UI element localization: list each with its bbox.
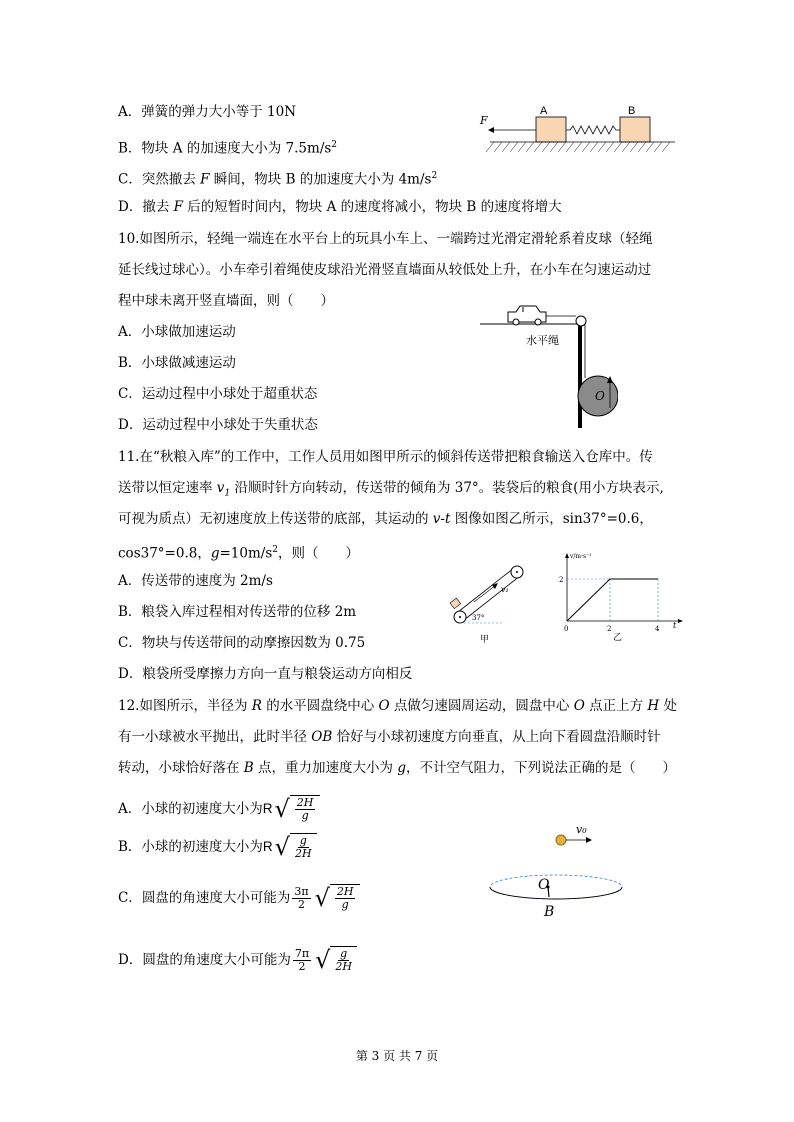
numerator: g [299,834,307,847]
numerator: g [340,947,348,960]
text: 沿顺时针方向转动，传送带的倾角为 37°。装袋后的粮食(用小方块表示, [230,480,664,496]
q11-option-c [118,634,365,652]
sqrt-expression: √ $\frac{g}{2H}$ [315,946,357,974]
q9-option-a-text: A．弹簧的弹力大小等于 10N [118,104,297,120]
tick-t-4: 4 [655,625,660,633]
car-icon [508,306,546,325]
symbol-h: H [647,698,660,714]
sqrt-expression: √ $\frac{2H}{g}$ [275,795,321,823]
text: C．运动过程中小球处于超重状态 [118,386,318,402]
tick-v-2: 2 [559,576,564,584]
q9-option-c [118,167,437,189]
q11-option-a [118,572,273,590]
sqrt-expression: √ $\frac{2H}{g}$ [315,884,361,912]
text: B．小球做减速运动 [118,355,236,371]
pulley [576,316,586,326]
text: 有一小球被水平抛出，此时半径 [118,729,312,745]
point-b-label: B [544,904,555,920]
text: 11.在“秋粮入库”的工作中，工作人员用如图甲所示的倾斜传送带把粮食输送入仓库中。传 [118,449,653,465]
q12-option-c [118,880,360,916]
vt-line [567,579,658,621]
arrow-head [586,837,592,843]
q10-option-a [118,323,236,341]
page-footer [0,1047,794,1064]
center-o-label: O [538,877,550,893]
text: D．圆盘的角速度大小可能为 [118,952,291,968]
text: 点，重力加速度大小为 [253,760,398,776]
symbol-v: v [216,480,225,496]
q12-stem-line-1 [118,697,677,715]
tick-t-2: 2 [607,625,612,633]
text: D．撤去 [118,199,174,215]
numerator: 7π [294,946,310,960]
text: 恰好与小球初速度方向垂直，从上向下看圆盘沿顺时针 [332,729,661,745]
v0-label: v₀ [576,823,587,836]
text: 程中球未离开竖直墙面，则（ ） [118,293,334,309]
q12-stem-line-3 [118,759,676,777]
text: B．小球的初速度大小为 [118,839,263,855]
text: 延长线过球心）。小车牵引着绳使皮球沿光滑竖直墙面从较低处上升，在小车在匀速运动过 [118,262,652,278]
text: 送带以恒定速率 [118,480,217,496]
text: C．圆盘的角速度大小可能为 [118,890,291,906]
grain-bag [450,598,461,608]
symbol-f: F [173,199,183,215]
text: C．突然撤去 [118,171,201,188]
text: 可视为质点）无初速度放上传送带的底部，其运动的 [118,511,433,527]
denominator: g [341,898,349,911]
text: 10.如图所示，轻绳一端连在水平台上的玩具小车上、一端跨过光滑定滑轮系着皮球（轻绳 [118,231,653,247]
q11-stem-line-3 [118,510,653,528]
tick-t-0: 0 [564,625,569,633]
fraction [292,886,310,911]
symbol-o: O [573,698,585,714]
symbol-g: g [397,760,406,776]
q12-option-d [118,942,357,978]
q9-option-d [118,198,562,216]
text: A．传送带的速度为 2m/s [118,573,273,589]
denominator: 2H [335,960,352,973]
t-axis-label: t [673,621,677,630]
arrow-head [488,127,494,133]
block-a-label: A [540,105,548,117]
text: 点正上方 [584,698,648,714]
text: =10m/s [219,545,273,562]
superscript: 2 [272,545,278,555]
superscript: 2 [331,140,338,150]
q10-stem-line-2 [118,261,651,279]
spring [566,126,620,134]
text: 瞬间，物块 B 的加速度大小为 4m/s [209,171,432,188]
q9-option-b [118,136,337,158]
text: C．物块与传送带间的动摩擦因数为 0.75 [118,635,366,651]
wall [578,324,582,428]
text: 图像如图乙所示，sin37°=0.6， [450,511,653,527]
superscript: 2 [431,171,438,181]
denominator: 2 [297,897,305,911]
q11-option-d [118,665,412,683]
sqrt-expression: √ $\frac{g}{2H}$ [275,833,317,861]
block-b-label: B [628,105,636,117]
subscript: 1 [224,488,231,499]
arrow-head [492,583,498,589]
q9-figure [470,100,680,158]
symbol-r: R [262,801,273,816]
q10-option-d [118,416,318,434]
text: B．粮袋入库过程相对传送带的位移 2m [118,604,357,620]
q10-option-c [118,385,317,403]
q10-option-b [118,354,236,372]
q12-option-b [118,830,317,864]
velocity-arrow [474,585,496,602]
q10-figure [478,298,618,428]
q12-figure [488,815,628,920]
v-axis-label: v/m·s⁻¹ [570,553,592,560]
center-label: O [595,389,605,403]
q11-stem-line-2 [118,479,664,503]
disk-front-edge [490,887,622,899]
q11-option-b [118,603,356,621]
text: ，则（ ） [278,545,359,562]
v1-label: v₁ [501,585,509,594]
text: 后的短暂时间内，物块 A 的速度将减小，物块 B 的速度将增大 [183,199,562,215]
q10-stem-line-3 [118,292,334,310]
q9-option-b-text: B．物块 A 的加速度大小为 7.5m/s [118,140,332,157]
q12-option-a [118,792,320,826]
symbol-b: B [243,760,254,776]
text: 点做匀速圆周运动，圆盘中心 [389,698,574,714]
text: 转动，小球恰好落在 [118,760,244,776]
text: 的水平圆盘绕中心 [261,698,379,714]
symbol-ob: OB [311,729,333,745]
ball [556,835,566,845]
denominator: 2H [294,847,312,860]
figure-label-yi: 乙 [613,633,623,643]
text: A．小球的初速度大小为 [118,801,263,817]
text: D．粮袋所受摩擦力方向一直与粮袋运动方向相反 [118,666,413,682]
symbol-vt: v-t [432,511,451,527]
page-number: 第 3 页 共 7 页 [355,1049,439,1063]
fraction [293,948,311,973]
figure-label-jia: 甲 [480,635,490,645]
q11-figure-jia [444,558,534,648]
ground-hatch [486,142,670,152]
rope-label: 水平绳 [526,334,559,347]
force-label: F [480,114,488,127]
q11-stem-line-4 [118,541,359,563]
q11-stem-line-1 [118,448,653,466]
block-b [620,117,650,142]
denominator: g [301,809,309,822]
q12-stem-line-2 [118,728,661,746]
text: A．小球做加速运动 [118,324,236,340]
q11-figure-yi-graph [555,548,685,648]
q10-stem-line-1 [118,230,652,248]
numerator: 2H [336,885,354,898]
symbol-r: R [251,698,262,714]
numerator: 3π [294,884,309,898]
block-a [536,117,566,142]
symbol-f: F [200,171,210,188]
text: ，不计空气阻力，下列说法正确的是（ ） [405,760,676,776]
symbol-r: R [262,839,273,854]
symbol-g: g [210,545,220,562]
symbol-o: O [378,698,390,714]
text: 12.如图所示，半径为 [118,698,252,714]
numerator: 2H [296,796,314,809]
text: cos37°=0.8， [118,545,211,562]
q9-option-a [118,103,296,121]
denominator: 2 [298,959,306,973]
text: 处 [659,698,677,714]
angle-label: 37° [472,614,485,622]
text: D．运动过程中小球处于失重状态 [118,417,318,433]
